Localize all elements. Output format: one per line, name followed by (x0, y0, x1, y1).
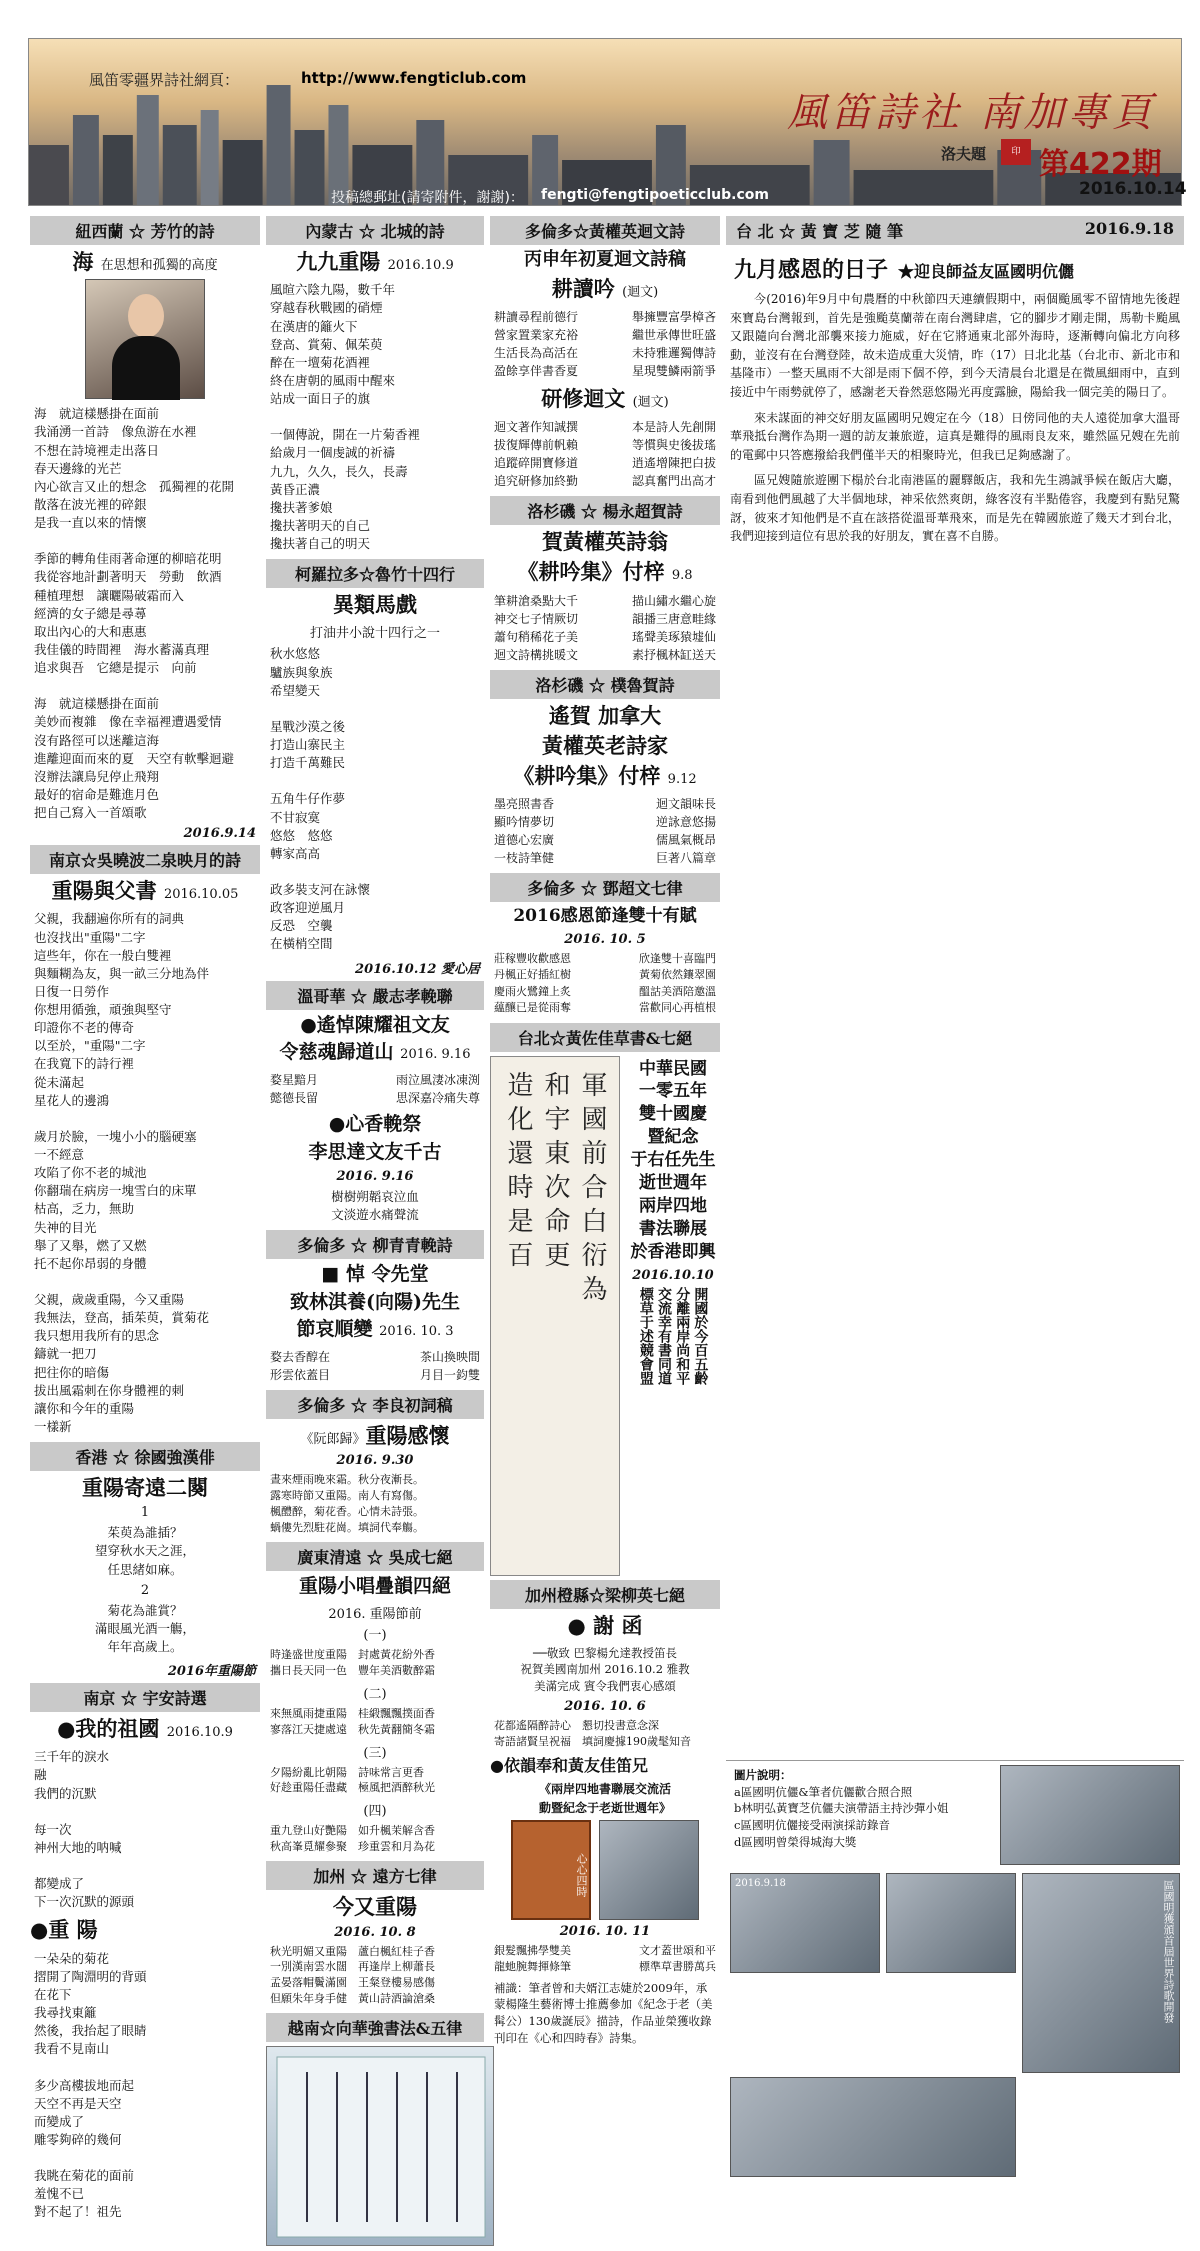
section-header: 多倫多 ☆ 鄧超文七律 (490, 873, 720, 902)
poem-title: 重陽小唱疊韻四絕 (298, 1575, 451, 1597)
section-header: 內蒙古 ☆ 北城的詩 (266, 216, 484, 245)
poem-title: 研修迴文 (迴文) (541, 385, 669, 411)
stanza-number: (四) (363, 1804, 387, 1820)
elegy-title: 節哀順變 2016. 10. 3 (296, 1318, 454, 1341)
calligraphy-date: 2016.10.10 (632, 1267, 714, 1283)
section-header: 多倫多 ☆ 李良初詞稿 (266, 1390, 484, 1419)
photo-b: 2016.9.18 (730, 1873, 880, 1973)
poem-date: 2016. 9.30 (336, 1453, 414, 1469)
section-header: 加州橙縣☆梁柳英七絕 (490, 1580, 720, 1609)
section-header: 台北☆黃佐佳草書&七絕 (490, 1023, 720, 1052)
poem-body: 菊花為誰賞？ 滿眼風光酒一觴， 年年高歲上。 (94, 1602, 195, 1654)
poem-body: 筆耕滄桑點大千 神交七子情厥切 蕭句稍稀花子美 迴文詩構挑暖文 描山繡水繼心旋 韻播三唐意畦緣 瑤聲美琢猿墟仙 素抒楓林缸送天 (494, 593, 716, 662)
photo-section (726, 1760, 1184, 2090)
poem-title: 2016感恩節逢雙十有賦 (513, 906, 697, 927)
poem-body: 一朵朵的菊花 摺開了陶淵明的背頭 在花下 我尋找東籬 然後，我抬起了眼睛 我看不見南山 多少高樓拔地而起 天空不再是天空 而變成了 雕零夠碎的幾何 我眺在菊花的面前 羞愧不已 對不起了！祖先 (34, 1950, 147, 2220)
couplet-title: ●遙悼陳耀祖文友 (300, 1013, 450, 1036)
poem-body: 海 就這樣懸掛在面前 我涌湧一首詩 像魚游在水裡 不想在詩境裡走出落日 春天邊緣的光芒 內心欲言又止的想念 孤獨裡的花開 散落在波光裡的碎銀 是我一直以來的情懷 季節的轉角佳雨著命運的柳暗花明 我從容地計劃著明天 勞動 飲酒 種植理想 讓曬陽破霜而入 經濟的女子總是尋蕁 取出內心的大和惠惠 我佳儀的時間裡 海水蓄滿真理 追求與吾 它總是提示 向前 海 就這樣懸掛在面前 美妙而複雜 像在幸福裡遭遇愛情 沒有路徑可以迷離這海 進離迎面而來的夏 天空有軟擊迴避 沒辦法讓鳥兒停止飛翔 最好的宿命是難進月色 把自己寫入一首頌歌 (34, 406, 235, 820)
section-header: 廣東清遠 ☆ 吳成七絕 (266, 1542, 484, 1571)
couplet-title: 李思達文友千古 (308, 1140, 442, 1163)
poem-body: 重九登山好艷陽 如升楓茉解含香 秋高峯覓耀參聚 珍重雲和月為花 (270, 1824, 435, 1854)
section-header: 南京 ☆ 宇安詩選 (30, 1683, 260, 1712)
footnote: 補識：筆者曾和夫婿江志婕於2009年，承蒙楊隆生藝術博士推薦參加《紀念于老（美髯公）130歲誕辰》描詩，作品並榮獲收錄刊印在《心和四時春》詩集。 (494, 1980, 713, 2045)
poem-subtitle: 《兩岸四地書聯展交流活 (538, 1781, 671, 1796)
letter-title: ● 謝 函 (567, 1612, 643, 1638)
section-header: 南京☆吳曉波二泉映月的詩 (30, 845, 260, 874)
section-header: 紐西蘭 ☆ 芳竹的詩 (30, 216, 260, 245)
poem-title: 異類馬戲 (333, 592, 417, 618)
elegy-title: ■ 悼 令先堂 (321, 1262, 429, 1285)
poem-title: 遙賀 加拿大 (548, 702, 662, 728)
photo-d: 區國明獲頒首屆世界詩歌開發 (1022, 1873, 1180, 2073)
calligraphy-title: 中華民國 一零五年 雙十國慶 暨紀念 于右任先生 逝世週年 兩岸四地 書法聯展 於香港即興 (630, 1058, 716, 1262)
poem-title: ●我的祖國 2016.10.9 (57, 1716, 233, 1741)
section-header: 柯羅拉多☆魯竹十四行 (266, 559, 484, 588)
poem-number: 2 (140, 1582, 150, 1598)
poem-title: 重陽與父書 2016.10.05 (51, 878, 239, 904)
essay-paragraph: 區兄嫂隨旅遊團下榻於台北南港區的麗驛飯店，我和先生鴻誠爭候在飯店大廳，南看到他們風越了大半個地球，神采依然爽朗，綠客沒有半點倦容，我慶到有點兒驚訝，彼來才知他們是不直在該搭從溫哥華飛來，而是先在韓國旅遊了幾天才到台北，我們迎接到這位有思於我的好朋友，實在喜不自勝。 (730, 473, 1180, 544)
author-portrait (85, 279, 205, 399)
poem-title: 賀黃權英詩翁 (542, 529, 668, 554)
poem-title: 海 在思想和孤獨的高度 (72, 249, 218, 274)
calligraphy-scroll-image (266, 2046, 494, 2246)
issue-date: 2016.10.14 (1079, 179, 1187, 199)
stanza-number: (一) (363, 1627, 387, 1643)
site-url-link[interactable]: http://www.fengticlub.com (301, 69, 527, 87)
photo-caption: a區國明伉儷&筆者伉儷歡合照合照 (734, 1784, 913, 1799)
section-header: 香港 ☆ 徐國強漢俳 (30, 1442, 260, 1471)
photo-a (1000, 1765, 1180, 1865)
couplet-title: 令慈魂歸道山 2016. 9.16 (279, 1041, 471, 1064)
column-2 (266, 212, 484, 2090)
poem-title: 《耕吟集》付梓 9.12 (513, 763, 697, 788)
couplet-date: 2016. 9.16 (336, 1168, 414, 1184)
section-header: 洛杉磯 ☆ 樸魯賀詩 (490, 670, 720, 699)
essay-subtitle: ★迎良師益友區國明伉儷 (898, 262, 1075, 281)
calligraphy-block (490, 1056, 720, 1576)
essay-title: 九月感恩的日子 (734, 257, 889, 283)
poem-body: 三千年的淚水 融 我們的沉默 每一次 神州大地的呐喊 都變成了 下一次沉默的源頭 (34, 1749, 135, 1910)
letter-poem: 花都遙隔醉詩心 懇切投書意念深 寄語諸賢呈祝福 填詞慶據190歲髦知音 (494, 1718, 691, 1748)
poem-subtitle: 2016. 重陽節前 (328, 1606, 422, 1622)
elegy-body: 婺去香醇在 形雲依蓋目 茶山換映間 月目一鈞雙 (270, 1350, 480, 1382)
poem-date: 2016年重陽節 (167, 1664, 256, 1679)
letter-date: 2016. 10. 6 (564, 1698, 646, 1714)
poem-title: 《阮郎歸》重陽感懷 (300, 1423, 450, 1448)
email-label: 投稿總郵址(請寄附件，謝謝)： (331, 190, 524, 206)
poem-number: 1 (140, 1505, 150, 1521)
poem-subtitle: 動暨紀念于老逝世週年》 (538, 1800, 671, 1815)
poem-body: 莊稼豐收歡感恩 丹楓正好插紅樹 慶雨火鷺鐘上炙 蘊釀已是從雨奪 欣逢雙十喜臨門 黃菊依然鑲翠園 醞詁美酒陪邀溫 當歡同心再植根 (494, 951, 716, 1014)
poem-date: 2016.9.14 (183, 826, 256, 842)
poem-body: 夕陽紛亂比朝陽 詩味常言更香 好趁重陽任盡藏 極風把酒醉秋光 (270, 1765, 435, 1795)
poem-body: 晝來煙雨晚來霜。秋分夜漸長。 露寒時節又重陽。南人有寫傷。 楓醴醉，菊花香。心情未詩張。 蝸僂先烈駐花崗。填詞代奉觴。 (270, 1473, 424, 1535)
section-header: 台 北 ☆ 黃 寶 芝 隨 筆 2016.9.18 (726, 216, 1184, 245)
poem-body: 風暄六陰九陽，數千年 穿越春秋戰國的硝煙 在漢唐的籬火下 登高、賞菊、佩茱萸 醉在一壇菊花酒裡 終在唐朝的風雨中醒來 站成一面日子的旗 一個傳說，開在一片菊香裡 給歲月一個虔誠的祈禱 九九，久久，長久，長壽 黃昏正濃 攙扶著爹娘 攙扶著明天的自己 攙扶著自己的明天 (270, 282, 421, 551)
elegy-title: 致林淇養(向陽)先生 (290, 1290, 460, 1313)
poem-body: 耕讀尋程前德行 營家置業家充裕 生活長為高活在 盈餘享伴書香夏 舉擁豐富學樟吝 繼世承傳世旺盛 未持雅邏獨傳詩 星現雙鱗兩箭爭 (494, 309, 716, 378)
photo-c (886, 1873, 1016, 1973)
photo-caption: c區國明伉儷接受兩演採訪錄音 (734, 1818, 890, 1833)
letter-subtitle: ──敬致 巴黎楊允達教授笛長 祝賀美國南加州 2016.10.2 雅教 美滿完成 賓令我們衷心感頌 (520, 1645, 690, 1694)
calligrapher-credit: 洛夫題 (941, 145, 987, 163)
section-header: 越南☆向華強書法&五律 (266, 2013, 484, 2042)
section-header: 加州 ☆ 遠方七律 (266, 1861, 484, 1890)
poem-title: 九九重陽 2016.10.9 (296, 249, 454, 274)
poem-title: 重陽寄遠二闋 (82, 1475, 208, 1500)
poem-body: 墨亮照書香 顯吟情夢切 道德心宏廣 一枝詩筆健 迴文韻味長 逆詠意悠揚 儒風氣概昂 巨著八篇章 (494, 797, 716, 866)
site-label: 風笛零疆界詩社網頁： (89, 71, 240, 89)
poem-subtitle: 打油井小說十四行之一 (309, 626, 440, 642)
stanza-number: (二) (363, 1686, 387, 1702)
email-link[interactable]: fengti@fengtipoeticclub.com (541, 187, 769, 203)
photo-caption: b林明弘黃寶芝伉儷夫演帶語主持沙彈小姐 (734, 1801, 949, 1816)
photo-captions: 圖片說明： a區國明伉儷&筆者伉儷歡合照合照 b林明弘黃寶芝伉儷夫演帶語主持沙彈小姐 c區國明伉儷接受兩演採訪錄音 d區國明曾榮得城海大獎 (730, 1765, 994, 1865)
poem-title: 耕讀吟 (迴文) (551, 275, 659, 301)
poem-title: 今又重陽 (333, 1894, 417, 1920)
header-banner (28, 38, 1187, 206)
column-3 (490, 212, 720, 2090)
book-cover-block (490, 1820, 720, 1920)
poem-body: 銀髮飄拂學雙美 龍虵腕舞揮條筆 文才蓋世頌和平 標準草書勝萬兵 (494, 1943, 716, 1974)
page-title: 風笛詩社 南加專頁 (787, 90, 1156, 136)
section-header: 多倫多☆黃權英迴文詩 (490, 216, 720, 245)
poem-date: 2016. 10. 8 (334, 1924, 416, 1940)
calligraphy-poem: 開國於今百五齡 分離兩岸尚和平 交流幸有書同道 標草于述競會盟 (637, 1286, 709, 1385)
section-header: 溫哥華 ☆ 嚴志孝輓聯 (266, 981, 484, 1010)
section-header: 多倫多 ☆ 柳青青輓詩 (266, 1230, 484, 1259)
essay-title-row (726, 249, 1184, 288)
couplet-body: 樹樹朔韜哀泣血 文淡遊水痛聲流 (331, 1188, 419, 1222)
poem-title: 黃權英老詩家 (542, 732, 668, 758)
essay-paragraph: 來未謀面的神交好朋友區國明兄嫂定在今（18）日傍同他的夫人遠從加拿大溫哥華飛抵台灣作為期一週的訪友兼旅遊，這真是難得的風雨良友來，雖然區兄嫂在先前的電郵中只答應撥給我們僅半天的相聚時光，但我已足夠感謝了。 (730, 410, 1180, 462)
couplet-body: 婺星黯月 懿德長留 雨泣風淒冰凍渕 思深嘉冷痛失尊 (270, 1073, 480, 1105)
poem-body: 父親，我翻遍你所有的詞典 也沒找出"重陽"二字 這些年，你在一般白雙裡 與麵糊為友，與一畝三分地為伴 日復一日勞作 你想用循強，頑強與堅守 印證你不老的傳奇 以至於，"重陽"二字 在我寬下的詩行裡 從未滿起 星花人的邊鴻 歲月於臉，一塊小小的腦硬塞 一不經意 攻陷了你不老的城池 你翻瑞在病房一塊雪白的床單 枯高，乏力，無助 失神的目光 舉了又舉，燃了又燃 托不起你昂弱的身體 父親，歲歲重陽，今又重陽 我無法，登高，插茱萸，賞菊花 我只想用我所有的思念 鑄就一把刀 把往你的暗傷 拔出風霜刺在你身體裡的刺 讓你和今年的重陽 一樣新 (34, 911, 210, 1434)
poem-date: 2016.10.12 愛心居 (355, 961, 480, 977)
poem-body: 茱萸為誰插？ 望穿秋水天之涯， 任思緒如麻。 (94, 1525, 195, 1577)
essay-body (726, 288, 1184, 548)
issue-number: 第422期 (1039, 147, 1162, 182)
poem-body: 秋水悠悠 驢族與象族 希望變天 星戰沙漠之後 打造山寨民主 打造千萬難民 五角牛仔作夢 不甘寂寞 悠悠 悠悠 轉家高高 政多裝支河在詠懷 政客迎逆風月 反恐 空襲 在橫梢空間 (270, 646, 371, 952)
stanza-number: (三) (363, 1745, 387, 1761)
poem-body: 秋光明媚又重陽 蘆白楓紅桂子香 一別漢南雲水闊 再逢岸上柳蕭長 孟晏落帽鬢滿園 王粲登樓易感傷 但願朱年身手健 黃山詩酒論滄桑 (270, 1944, 435, 2006)
seal-stamp: 印 (1001, 139, 1031, 165)
poem-body: 時逢盛世度重陽 封處黃花紛外香 攜日長天同一色 豐年美酒數醉霜 (270, 1647, 435, 1677)
poem-title: 《耕吟集》付梓 9.8 (517, 559, 693, 585)
poem-body: 迴文著作知誠撰 拔復輝傳前帆賴 追蹤碎開寶修道 追究研修加終勤 本是詩人先創開 等慣與史後拔瑤 逍遙增陳把白拔 認真奮門出高才 (494, 420, 716, 488)
poem-body: 來無風雨捷重陽 桂緞飄飄撲面香 寥落江天捷處遠 秋先黃翻簡冬霜 (270, 1706, 435, 1736)
poem-date: 2016. 10. 11 (559, 1923, 651, 1939)
column-4 (726, 212, 1184, 2090)
photo-caption: d區國明曾榮得城海大獎 (734, 1834, 857, 1849)
calligraphy-image: 軍國前合白衍為 和宇東次命更 造化還時是百 (490, 1056, 620, 1576)
poem-title: ●依韻奉和黃友佳笛兄 (490, 1755, 648, 1775)
poem-date: 2016. 10. 5 (564, 931, 646, 947)
section-header: 洛杉磯 ☆ 楊永超賀詩 (490, 496, 720, 525)
couplet-title: ●心香輓祭 (328, 1113, 422, 1135)
essay-paragraph: 今(2016)年9月中旬農曆的中秋節四天連續假期中，兩個颱風零不留情地先後趕來寶島台灣報到，首先是強颱莫蘭蒂在南台灣肆虐，它的腳步才剛走開，馬勒卡颱風又跟隨向台灣北部襲來接力施威，好在它將通東北部外海時，逐漸轉向偏北方向移動，並沒有在台灣登陸，故未造成重大災情，昨（17）日北北基（台北市、新北市和基隆市）一整天風雨不大卻是雨下個不停，到今天清晨台北還是在微風細雨中，直到接近中午雨勢就停了，感謝老天眷然惡悠陽光再度露臉，陽給我一個完美的陽日了。 (730, 292, 1180, 399)
column-1 (30, 212, 260, 2220)
poem-title: ●重 陽 (30, 1917, 98, 1943)
author-photo (599, 1820, 699, 1920)
photo-e (730, 2077, 1016, 2177)
book-cover-image: 心心四時 (511, 1820, 591, 1920)
poem-title: 丙申年初夏迴文詩稿 (524, 249, 686, 270)
